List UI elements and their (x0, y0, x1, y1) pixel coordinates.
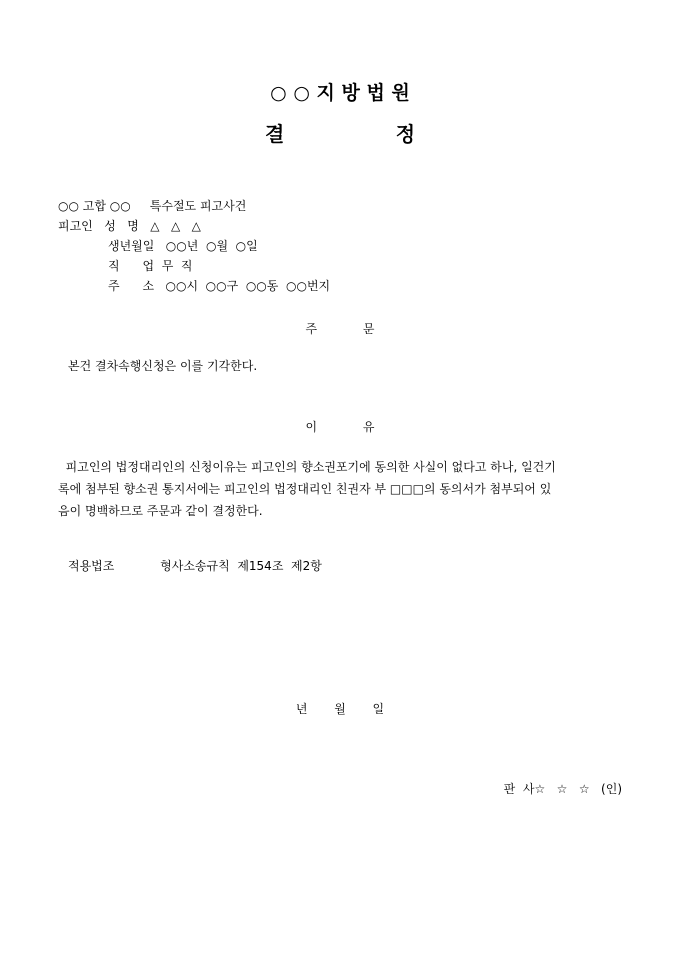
reason-line: 피고인의 법정대리인의 신청이유는 피고인의 향소권포기에 동의한 사실이 없다고 하나, 일건기 (58, 460, 556, 474)
defendant-address-line: 주 소 ○○시 ○○구 ○○동 ○○번지 (108, 279, 331, 293)
judge-signature-line: 판 사☆ ☆ ☆ (인) (503, 782, 622, 796)
reason-line: 음이 명백하므로 주문과 같이 결정한다. (58, 504, 263, 518)
court-name: ○ ○ 지 방 법 원 (270, 82, 410, 104)
reason-paragraph (58, 456, 624, 522)
defendant-occupation-line: 직 업 무 직 (108, 259, 193, 273)
reason-line: 록에 첨부된 향소권 통지서에는 피고인의 법정대리인 친권자 부 □□□의 동의서가 첨부되어 있 (58, 482, 552, 496)
defendant-birthdate-line: 생년월일 ○○년 ○월 ○일 (108, 239, 258, 253)
defendant-name-line: 피고인 성 명 △ △ △ (58, 219, 201, 233)
reason-heading: 이 유 (305, 420, 375, 434)
order-text: 본건 결차속행신청은 이를 기각한다. (68, 359, 258, 373)
order-heading: 주 문 (305, 322, 375, 336)
date-line: 년 월 일 (295, 702, 385, 716)
document-title: 결 정 (264, 122, 416, 146)
applicable-law-line: 적용법조 형사소송규칙 제154조 제2항 (68, 559, 322, 573)
case-line: ○○ 고합 ○○ 특수절도 피고사건 (58, 199, 247, 213)
